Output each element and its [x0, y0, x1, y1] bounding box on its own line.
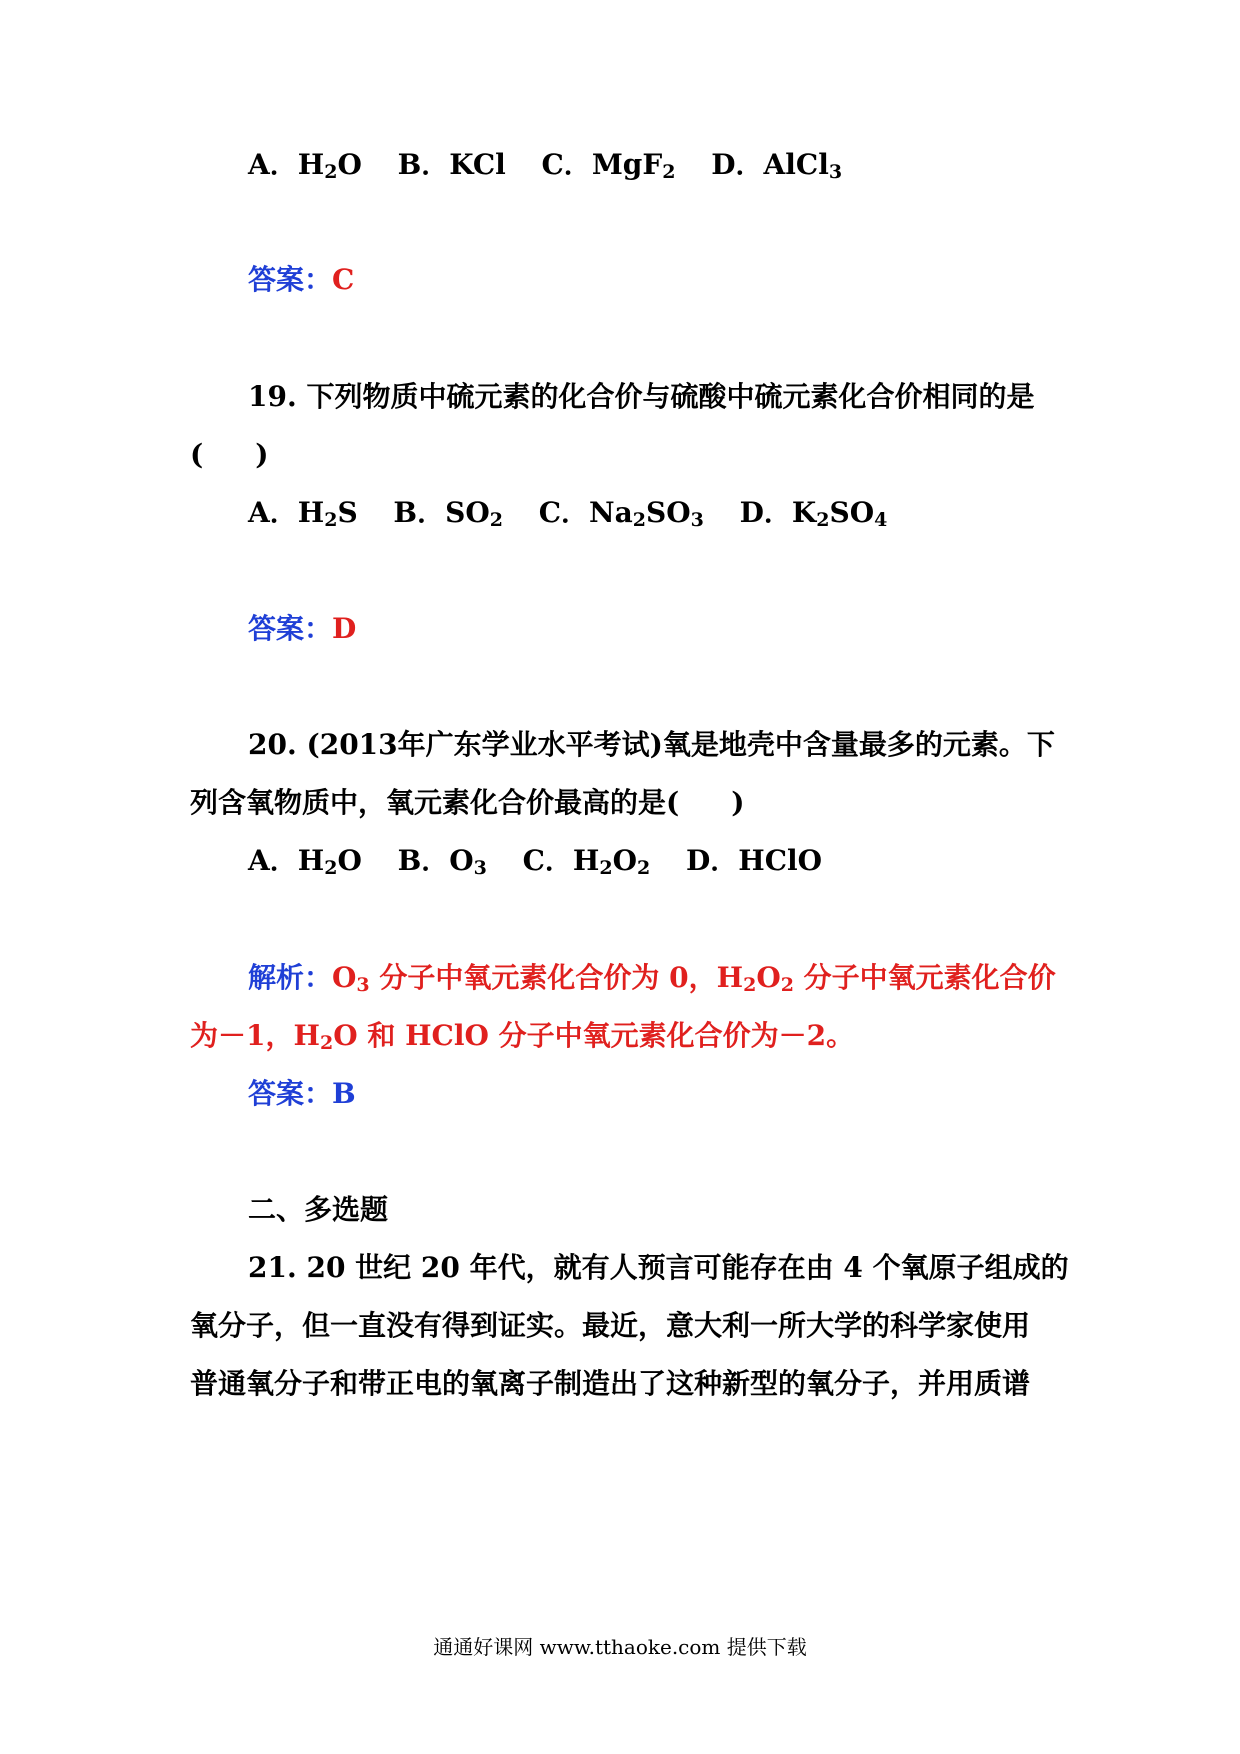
- analysis-label: 解析：: [248, 961, 333, 994]
- answer-label: 答案：: [248, 263, 333, 296]
- q20-answer: [248, 1074, 356, 1114]
- answer-value: C: [332, 263, 355, 296]
- answer-label: 答案：: [248, 1077, 333, 1110]
- q20-stem-line2: 列含氧物质中，氧元素化合价最高的是( ): [190, 786, 745, 819]
- q21-stem-line2: 氧分子，但一直没有得到证实。最近，意大利一所大学的科学家使用: [190, 1309, 1031, 1342]
- answer-value: B: [332, 1077, 356, 1110]
- q19-option-c: C．$Na_2SO_3$: [538, 496, 704, 531]
- answer-value: D: [332, 612, 357, 645]
- q18-options: [248, 145, 868, 185]
- q18-option-d: D．AlCl$_3$: [711, 148, 843, 183]
- q20-option-b: B．$O_3$: [397, 844, 487, 879]
- q21-stem-line1: 21. 20 世纪 20 年代，就有人预言可能存在由 4 个氧原子组成的: [248, 1251, 1069, 1284]
- section-heading: 二、多选题: [248, 1193, 389, 1226]
- q19-answer: [248, 609, 356, 649]
- q19-option-a: A．$H_2S$: [248, 496, 358, 531]
- q18-option-b: B．KCl: [397, 148, 506, 181]
- q19-answer-paren: ( ): [190, 438, 269, 471]
- answer-label: 答案：: [248, 612, 333, 645]
- analysis-text: $O_3$ 分子中氧元素化合价为 0，$H_2O_2$ 分子中氧元素化合价: [332, 961, 1056, 996]
- q20-option-a: A．$H_2O$: [248, 844, 362, 879]
- q18-option-a: A．$H_2O$: [248, 148, 362, 183]
- q19-option-b: B．$SO_2$: [393, 496, 503, 531]
- page-footer: 通通好课网 www.tthaoke.com 提供下载: [433, 1635, 807, 1659]
- q20-option-c: C．$H_2O_2$: [522, 844, 651, 879]
- q20-option-d: D．HClO: [686, 844, 823, 877]
- q20-options: [248, 841, 848, 881]
- q19-option-d: D．$K_2SO_4$: [739, 496, 888, 531]
- q18-option-c: C．MgF$_2$: [541, 148, 676, 183]
- q19-stem-line1: 19. 下列物质中硫元素的化合价与硫酸中硫元素化合价相同的是: [248, 380, 1035, 413]
- q20-stem-line1: 20. (2013年广东学业水平考试)氧是地壳中含量最多的元素。下: [248, 728, 1055, 761]
- q18-answer: [248, 260, 354, 300]
- q19-options: [248, 493, 913, 533]
- q21-stem-line3: 普通氧分子和带正电的氧离子制造出了这种新型的氧分子，并用质谱: [190, 1367, 1031, 1400]
- q20-analysis-line1: [248, 958, 1056, 998]
- q20-analysis-line2: 为－1，$H_2O$ 和 HClO 分子中氧元素化合价为－2。: [190, 1019, 855, 1054]
